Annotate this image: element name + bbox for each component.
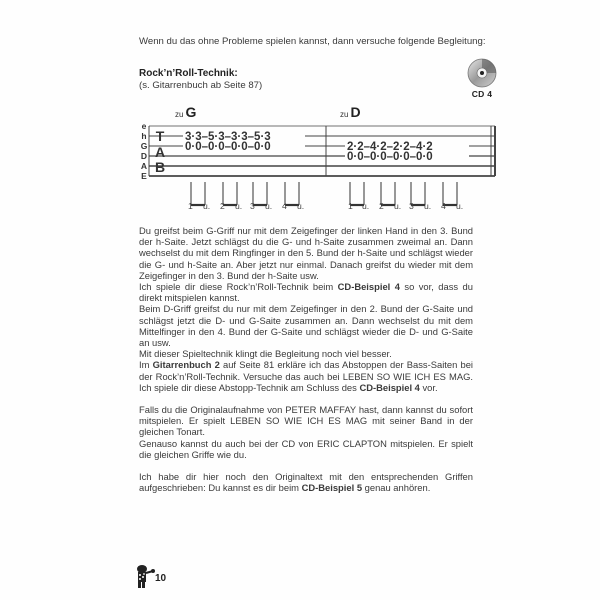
paragraph-g-chord: Du greifst beim G-Griff nur mit dem Zeigefinger der linken Hand in den 3. Bund der h-Saite. Jetzt schlägst du die G- und h-Saite zusammen zweimal an. Dann wechselst du mit dem Ringfinger in den 5. Bund der h-Saite und schlägst wieder die G- und h-Saite an. Aber jetzt nur einmal. Danach greifst du wieder mit dem Zeigefinger in den 3. Bund der h-Saite usw. (139, 225, 473, 281)
paragraph-original-text: Ich habe dir hier noch den Originaltext mit den entsprechenden Griffen aufgeschrieben: Du kannst es dir beim CD-Beispiel 5 genau anhören. (139, 471, 473, 494)
section-subtitle: (s. Gitarrenbuch ab Seite 87) (139, 80, 263, 91)
rhythm-stems (191, 182, 457, 205)
paragraph-abstoppen: Im Gitarrenbuch 2 auf Seite 81 erkläre ich das Abstoppen der Bass-Saiten bei der Rock’n’Roll-Technik. Versuche das auch bei LEBEN SO WIE ICH ES MAG. Ich spiele dir diese Abstopp-Technik am Schluss des CD-Beispiel 4 vor. (139, 359, 473, 393)
cd-label: CD 4 (471, 89, 493, 99)
chord-name: D (350, 104, 361, 120)
guitar-tablature (0, 0, 600, 220)
d-chord-d-string: 0·0–0·0–0·0–0·0 (347, 151, 433, 163)
chord-name: G (185, 104, 197, 120)
string-labels (141, 121, 148, 181)
paragraph-eric-clapton: Genauso kannst du auch bei der CD von ERIC CLAPTON mitspielen. Er spielt die gleichen Griffe wie du. (139, 437, 473, 460)
document-page: Wenn du das ohne Probleme spielen kannst, dann versuche folgende Begleitung: Rock’n’Roll-Technik: (s. Gitarrenbuch ab Seite 87) CD 4 zu G zu D e h G D A E T A B 3·3–5·3–3·3–5·3 0·0–0·0–0·0–0·0 2·2–4·2–2·2–4·2 0·0–0·0–0·0–0·0 1 u. 2 u. 3 u. 4 u. 1 u. 2 u. 3 u. 4 u. Du greifst beim G-Griff nur mit dem Zeigefinger der linken Hand in den 3. Bund der h-Saite. Jetzt schlägst du die G- und h-Saite zusammen zweimal an. Dann wechselst du mit dem Ringfinger in den 5. Bund der h-Saite und schlägst wieder die G- und h-Saite an. Aber jetzt nur einmal. Danach greifst du wieder mit dem Zeigefinger in den 3. Bund der h-Saite usw. Ich spiele dir diese Rock’n’Roll-Technik beim CD-Beispiel 4 so vor, dass du direkt mitspielen kannst. Beim D-Griff greifst du nur mit dem Zeigefinger in den 2. Bund der G-Saite und schlägst jetzt die D- und G-Saite zusammen an. Dann wechselst du mit dem Mittelfinger in den 4. Bund der G-Saite und schlägst wieder die D- und G-Saite an usw. Mit dieser Spieltechnik klingt die Begleitung noch viel besser. Im Gitarrenbuch 2 auf Seite 81 erkläre ich das Abstoppen der Bass-Saiten bei der Rock’n’Roll-Technik. Versuche das auch bei LEBEN SO WIE ICH ES MAG. Ich spiele dir diese Abstopp-Technik am Schluss des CD-Beispiel 4 vor. Falls du die Originalaufnahme von PETER MAFFAY hast, dann kannst du sofort mitspielen. Er spielt LEBEN SO WIE ICH ES MAG mit seiner Band in der gleichen Tonart. Genauso kannst du auch bei der CD von ERIC CLAPTON mitspielen. Er spielt die gleichen Griffe wie du. Ich habe dir hier noch den Originaltext mit den entsprechenden Griffen aufgeschrieben: Du kannst es dir beim CD-Beispiel 5 genau anhören. 10 (0, 0, 600, 600)
chord-prefix: zu (340, 110, 349, 119)
paragraph-peter-maffay: Falls du die Originalaufnahme von PETER MAFFAY hast, dann kannst du sofort mitspielen. Er spielt LEBEN SO WIE ICH ES MAG mit seiner Band in der gleichen Tonart. (139, 404, 473, 438)
string-label-g: G (140, 141, 148, 151)
g-chord-h-string: 3·3–5·3–3·3–5·3 (185, 131, 271, 143)
paragraph-d-chord: Beim D-Griff greifst du nur mit dem Zeigefinger in den 2. Bund der G-Saite und schlägst jetzt die D- und G-Saite zusammen an. Dann wechselst du mit dem Mittelfinger in den 4. Bund der G-Saite und schlägst wieder die D- und G-Saite an usw. (139, 303, 473, 349)
page-number: 10 (155, 573, 167, 584)
body-text (139, 225, 473, 493)
chord-prefix: zu (175, 110, 184, 119)
tab-clef (155, 128, 165, 175)
g-chord-g-string: 0·0–0·0–0·0–0·0 (185, 141, 271, 153)
svg-text:A: A (154, 144, 166, 160)
string-label-d: D (140, 151, 148, 161)
guitarist-mascot-icon (134, 563, 156, 589)
section-title: Rock’n’Roll-Technik: (139, 68, 238, 79)
svg-text:B: B (154, 159, 166, 175)
d-chord-g-string: 2·2–4·2–2·2–4·2 (347, 141, 433, 153)
string-label-a: A (140, 161, 148, 171)
intro-text: Wenn du das ohne Probleme spielen kannst, dann versuche folgende Begleitung: (139, 36, 486, 47)
string-label-h: h (141, 131, 147, 141)
string-label-e: e (141, 121, 147, 131)
string-label-e-low: E (141, 171, 147, 181)
svg-text:T: T (155, 128, 165, 144)
paragraph-sound: Mit dieser Spieltechnik klingt die Begleitung noch viel besser. (139, 348, 392, 360)
paragraph-cd-example-4: Ich spiele dir diese Rock’n’Roll-Technik beim CD-Beispiel 4 so vor, dass du direkt mitspielen kannst. (139, 281, 473, 304)
